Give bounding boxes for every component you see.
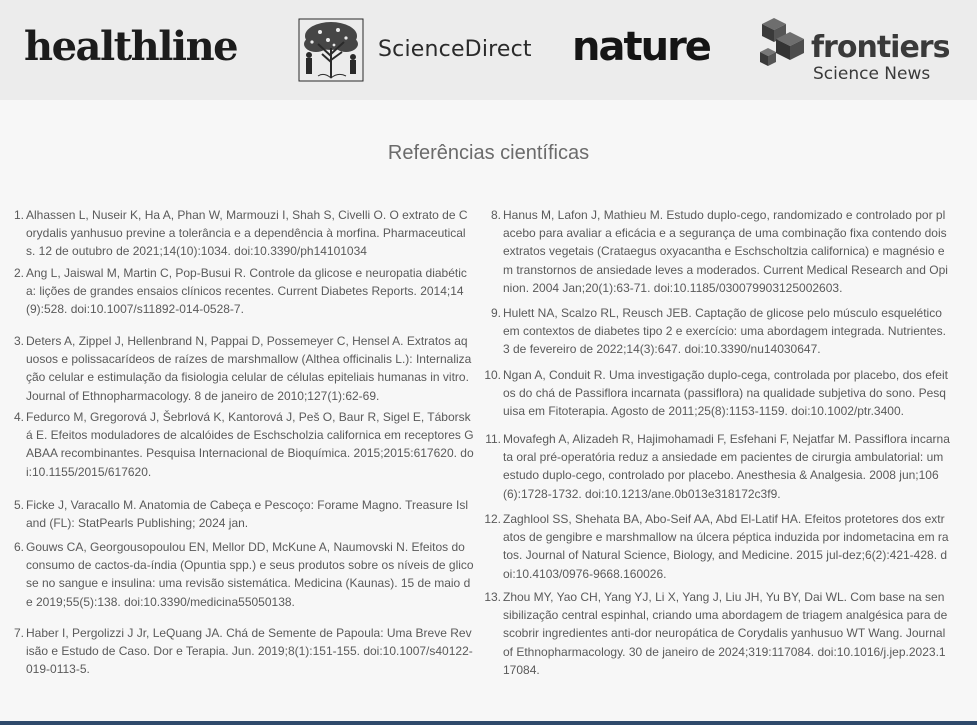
reference-text: Gouws CA, Georgousopoulou EN, Mellor DD, McKune A, Naumovski N. Efeitos do consumo de cactos-da-índia (Opuntia spp.) e seus produtos sobre os níveis de glicose no sangue e insulina: uma revisão sistemática. Medicina (Kaunas). 15 de maio de 2019;55(5):138. doi:10.3390/medicina55050138. bbox=[26, 540, 474, 609]
reference-item bbox=[10, 496, 474, 532]
reference-number: 4. bbox=[13, 410, 24, 424]
nature-logo[interactable]: nature bbox=[572, 24, 710, 70]
reference-item bbox=[10, 264, 474, 319]
reference-text: Zhou MY, Yao CH, Yang YJ, Li X, Yang J, Liu JH, Yu BY, Dai WL. Com base na sensibilização central espinhal, criando uma abordagem de triagem analgésica para descobrir ingredientes anti-dor neuropática de Corydalis yanhusuo WT Wang. Journal of Ethnopharmacology. 30 de janeiro de 2024;319:117084. doi:10.1016/j.jep.2023.117084. bbox=[503, 590, 948, 677]
healthline-logo[interactable]: healthline bbox=[24, 23, 238, 70]
page-title: Referências científicas bbox=[387, 142, 590, 164]
reference-text: Ngan A, Conduit R. Uma investigação duplo-cega, controlada por placebo, dos efeitos do chá de Passiflora incarnata (passiflora) na qualidade subjetiva do sono. Pesquisa em Fitoterapia. Agosto de 2011;25(8):1153-1159. doi:10.1002/ptr.3400. bbox=[503, 368, 948, 419]
reference-number: 1. bbox=[13, 208, 24, 222]
reference-item bbox=[10, 624, 474, 679]
reference-item bbox=[484, 510, 950, 583]
reference-number: 13. bbox=[484, 590, 501, 604]
reference-number: 7. bbox=[13, 626, 24, 640]
reference-text: Zaghlool SS, Shehata BA, Abo-Seif AA, Abd El-Latif HA. Efeitos protetores dos extratos de gengibre e marshmallow na úlcera péptica induzida por indometacina em ratos. Journal of Natural Science, Biology, and Medicine. 2015 jul-dez;6(2):421-428. doi:10.4103/0976-9668.160026. bbox=[503, 512, 949, 581]
reference-text: Ang L, Jaiswal M, Martin C, Pop-Busui R. Controle da glicose e neuropatia diabética: lições de grandes ensaios clínicos recentes. Current Diabetes Reports. 2014;14(9):528. doi:10.1007/s11892-014-0528-7. bbox=[26, 266, 467, 317]
frontiers-cubes-icon bbox=[760, 16, 808, 72]
bottom-divider bbox=[0, 721, 977, 725]
reference-text: Hulett NA, Scalzo RL, Reusch JEB. Captação de glicose pelo músculo esquelético em contextos de diabetes tipo 2 e exercício: uma abordagem integrada. Nutrientes. 3 de fevereiro de 2022;14(3):647. doi:10.3390/nu14030647. bbox=[503, 306, 946, 357]
reference-text: Fedurco M, Gregorová J, Šebrlová K, Kantorová J, Peš O, Baur R, Sigel E, Táborská E. Efeitos moduladores de alcalóides de Eschscholzia californica em receptores GABAA recombinantes. Pesquisa Internacional de Bioquímica. 2015;2015:617620. doi:10.1155/2015/617620. bbox=[26, 410, 474, 479]
reference-text: Haber I, Pergolizzi J Jr, LeQuang JA. Chá de Semente de Papoula: Uma Breve Revisão e Estudo de Caso. Dor e Terapia. Jun. 2019;8(1):151-155. doi:10.1007/s40122-019-0113-5. bbox=[26, 626, 473, 677]
reference-number: 12. bbox=[484, 512, 501, 526]
reference-item bbox=[10, 332, 474, 405]
reference-item bbox=[10, 408, 474, 481]
reference-item bbox=[484, 366, 950, 421]
reference-text: Ficke J, Varacallo M. Anatomia de Cabeça e Pescoço: Forame Magno. Treasure Island (FL): StatPearls Publishing; 2024 jan. bbox=[26, 498, 468, 531]
reference-item bbox=[10, 206, 474, 261]
reference-number: 3. bbox=[13, 334, 24, 348]
sciencedirect-logo[interactable]: ScienceDirect bbox=[378, 37, 532, 62]
reference-number: 5. bbox=[13, 498, 24, 512]
reference-text: Hanus M, Lafon J, Mathieu M. Estudo duplo-cego, randomizado e controlado por placebo para avaliar a eficácia e a segurança de uma combinação fixa contendo dois extratos vegetais (Crataegus oxyacantha e Eschscholtzia californica) e magnésio em transtornos de ansiedade leves a moderados. Current Medical Research and Opinion. 2004 Jan;20(1):63-71. doi:10.1185/030079903125002603. bbox=[503, 208, 948, 295]
reference-item bbox=[484, 588, 950, 679]
frontiers-subtitle: Science News bbox=[813, 64, 931, 84]
reference-item bbox=[10, 538, 474, 611]
reference-item bbox=[484, 304, 950, 359]
reference-number: 8. bbox=[490, 208, 501, 222]
reference-number: 10. bbox=[484, 368, 501, 382]
reference-number: 6. bbox=[13, 540, 24, 554]
sciencedirect-tree-icon bbox=[298, 18, 364, 82]
reference-number: 9. bbox=[490, 306, 501, 320]
frontiers-logo[interactable]: frontiers bbox=[811, 30, 950, 65]
reference-text: Movafegh A, Alizadeh R, Hajimohamadi F, Esfehani F, Nejatfar M. Passiflora incarnata oral pré-operatória reduz a ansiedade em pacientes de cirurgia ambulatorial: um estudo duplo-cego, controlado por placebo. Anesthesia & Analgesia. 2008 jun;106(6):1728-1732. doi:10.1213/ane.0b013e318172c3f9. bbox=[503, 432, 950, 501]
logo-bar bbox=[0, 0, 977, 100]
reference-number: 2. bbox=[13, 266, 24, 280]
reference-number: 11. bbox=[485, 432, 501, 446]
reference-text: Deters A, Zippel J, Hellenbrand N, Pappai D, Possemeyer C, Hensel A. Extratos aquosos e polissacarídeos de raízes de marshmallow (Althea officinalis L.): Internalização celular e estimulação da fisiologia celular de células epiteliais humanas in vitro. Journal of Ethnopharmacology. 8 de janeiro de 2010;127(1):62-69. bbox=[26, 334, 472, 403]
reference-text: Alhassen L, Nuseir K, Ha A, Phan W, Marmouzi I, Shah S, Civelli O. O extrato de Corydalis yanhusuo previne a tolerância e a dependência à morfina. Pharmaceuticals. 12 de outubro de 2021;14(10):1034. doi:10.3390/ph14101034 bbox=[26, 208, 468, 259]
reference-item bbox=[484, 206, 950, 297]
reference-item bbox=[484, 430, 950, 503]
